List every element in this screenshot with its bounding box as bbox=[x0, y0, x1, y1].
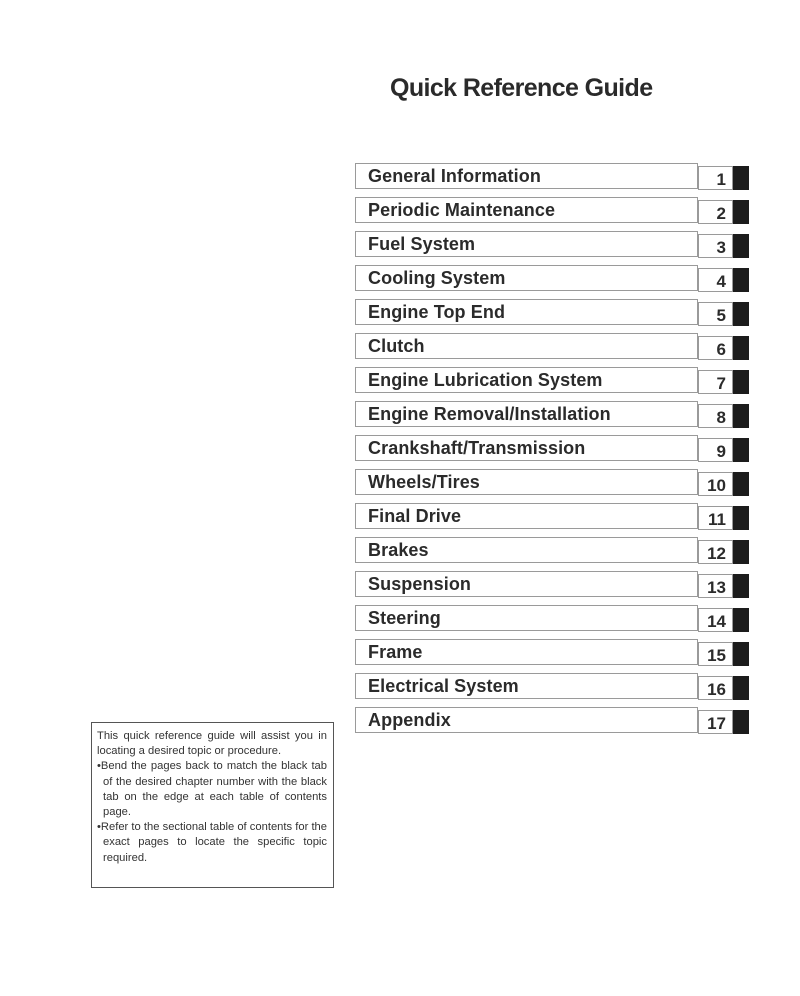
chapter-number-box[interactable] bbox=[698, 166, 733, 190]
chapter-row[interactable] bbox=[355, 163, 750, 189]
chapter-number-box[interactable] bbox=[698, 710, 733, 734]
chapter-title: Engine Removal/Installation bbox=[368, 404, 611, 424]
chapter-row[interactable] bbox=[355, 673, 750, 699]
chapter-title-box[interactable] bbox=[355, 163, 698, 189]
chapter-number: 13 bbox=[707, 578, 726, 597]
chapter-row[interactable] bbox=[355, 503, 750, 529]
chapter-black-tab[interactable] bbox=[733, 676, 749, 700]
chapter-title-box[interactable] bbox=[355, 537, 698, 563]
chapter-number: 12 bbox=[707, 544, 726, 563]
chapter-number-box[interactable] bbox=[698, 336, 733, 360]
chapter-row[interactable] bbox=[355, 197, 750, 223]
chapter-row[interactable] bbox=[355, 367, 750, 393]
chapter-title: General Information bbox=[368, 166, 541, 186]
chapter-number: 10 bbox=[707, 476, 726, 495]
chapter-number: 9 bbox=[716, 442, 726, 461]
chapter-number-box[interactable] bbox=[698, 302, 733, 326]
chapter-title: Crankshaft/Transmission bbox=[368, 438, 586, 458]
page-title: Quick Reference Guide bbox=[390, 74, 653, 102]
chapter-title: Brakes bbox=[368, 540, 429, 560]
chapter-black-tab[interactable] bbox=[733, 200, 749, 224]
chapter-number: 2 bbox=[716, 204, 726, 223]
usage-note-bullet: •Bend the pages back to match the black tab of the desired chapter number with the black tab on the edge at each table of contents page. bbox=[97, 760, 327, 819]
chapter-title: Engine Lubrication System bbox=[368, 370, 603, 390]
chapter-black-tab[interactable] bbox=[733, 404, 749, 428]
chapter-number: 11 bbox=[708, 510, 726, 529]
chapter-title-box[interactable] bbox=[355, 265, 698, 291]
chapter-title-box[interactable] bbox=[355, 571, 698, 597]
chapter-number: 6 bbox=[716, 340, 726, 359]
chapter-title: Engine Top End bbox=[368, 302, 506, 322]
chapter-row[interactable] bbox=[355, 639, 750, 665]
chapter-number: 5 bbox=[716, 306, 726, 325]
chapter-row[interactable] bbox=[355, 571, 750, 597]
chapter-title: Electrical System bbox=[368, 676, 519, 696]
chapter-number: 17 bbox=[707, 714, 726, 733]
chapter-title: Cooling System bbox=[368, 268, 506, 288]
chapter-number-box[interactable] bbox=[698, 506, 733, 530]
chapter-title: Frame bbox=[368, 642, 423, 662]
chapter-black-tab[interactable] bbox=[733, 506, 749, 530]
chapter-number-box[interactable] bbox=[698, 370, 733, 394]
chapter-title: Wheels/Tires bbox=[368, 472, 480, 492]
chapter-title: Steering bbox=[368, 608, 441, 628]
chapter-title: Fuel System bbox=[368, 234, 476, 254]
chapter-number-box[interactable] bbox=[698, 608, 733, 632]
chapter-index bbox=[355, 163, 750, 741]
chapter-black-tab[interactable] bbox=[733, 642, 749, 666]
chapter-black-tab[interactable] bbox=[733, 540, 749, 564]
chapter-row[interactable] bbox=[355, 707, 750, 733]
chapter-number: 15 bbox=[707, 646, 726, 665]
chapter-title-box[interactable] bbox=[355, 367, 698, 393]
chapter-title-box[interactable] bbox=[355, 435, 698, 461]
chapter-black-tab[interactable] bbox=[733, 472, 749, 496]
chapter-row[interactable] bbox=[355, 469, 750, 495]
chapter-title: Final Drive bbox=[368, 506, 462, 526]
chapter-number-box[interactable] bbox=[698, 200, 733, 224]
chapter-number-box[interactable] bbox=[698, 574, 733, 598]
chapter-title-box[interactable] bbox=[355, 401, 698, 427]
chapter-number-box[interactable] bbox=[698, 268, 733, 292]
chapter-number-box[interactable] bbox=[698, 540, 733, 564]
chapter-number-box[interactable] bbox=[698, 472, 733, 496]
chapter-number-box[interactable] bbox=[698, 676, 733, 700]
chapter-number-box[interactable] bbox=[698, 404, 733, 428]
chapter-title-box[interactable] bbox=[355, 333, 698, 359]
chapter-black-tab[interactable] bbox=[733, 574, 749, 598]
chapter-title: Appendix bbox=[368, 710, 451, 730]
chapter-black-tab[interactable] bbox=[733, 234, 749, 258]
chapter-black-tab[interactable] bbox=[733, 608, 749, 632]
chapter-black-tab[interactable] bbox=[733, 268, 749, 292]
chapter-row[interactable] bbox=[355, 435, 750, 461]
chapter-number-box[interactable] bbox=[698, 438, 733, 462]
usage-note bbox=[91, 722, 334, 888]
chapter-title-box[interactable] bbox=[355, 605, 698, 631]
chapter-title-box[interactable] bbox=[355, 707, 698, 733]
chapter-title: Clutch bbox=[368, 336, 425, 356]
chapter-black-tab[interactable] bbox=[733, 166, 749, 190]
chapter-title-box[interactable] bbox=[355, 673, 698, 699]
chapter-black-tab[interactable] bbox=[733, 302, 749, 326]
chapter-row[interactable] bbox=[355, 231, 750, 257]
chapter-number: 3 bbox=[716, 238, 726, 257]
chapter-number: 1 bbox=[716, 170, 726, 189]
chapter-title-box[interactable] bbox=[355, 503, 698, 529]
chapter-number: 7 bbox=[716, 374, 726, 393]
chapter-title-box[interactable] bbox=[355, 639, 698, 665]
chapter-title-box[interactable] bbox=[355, 197, 698, 223]
chapter-number: 4 bbox=[716, 272, 726, 291]
chapter-black-tab[interactable] bbox=[733, 370, 749, 394]
chapter-black-tab[interactable] bbox=[733, 710, 749, 734]
chapter-title: Suspension bbox=[368, 574, 472, 594]
chapter-black-tab[interactable] bbox=[733, 438, 749, 462]
chapter-number: 16 bbox=[707, 680, 726, 699]
usage-note-intro: This quick reference guide will assist you in locating a desired topic or procedure. bbox=[97, 730, 327, 758]
chapter-title: Periodic Maintenance bbox=[368, 200, 556, 220]
chapter-row[interactable] bbox=[355, 605, 750, 631]
chapter-title-box[interactable] bbox=[355, 469, 698, 495]
chapter-row[interactable] bbox=[355, 401, 750, 427]
chapter-number-box[interactable] bbox=[698, 642, 733, 666]
chapter-row[interactable] bbox=[355, 333, 750, 359]
chapter-number-box[interactable] bbox=[698, 234, 733, 258]
chapter-title-box[interactable] bbox=[355, 231, 698, 257]
chapter-black-tab[interactable] bbox=[733, 336, 749, 360]
usage-note-bullet: •Refer to the sectional table of contents for the exact pages to locate the specific topic required. bbox=[97, 821, 327, 864]
chapter-title-box[interactable] bbox=[355, 299, 698, 325]
chapter-number: 14 bbox=[707, 612, 726, 631]
chapter-row[interactable] bbox=[355, 537, 750, 563]
chapter-row[interactable] bbox=[355, 265, 750, 291]
chapter-row[interactable] bbox=[355, 299, 750, 325]
chapter-number: 8 bbox=[716, 408, 726, 427]
